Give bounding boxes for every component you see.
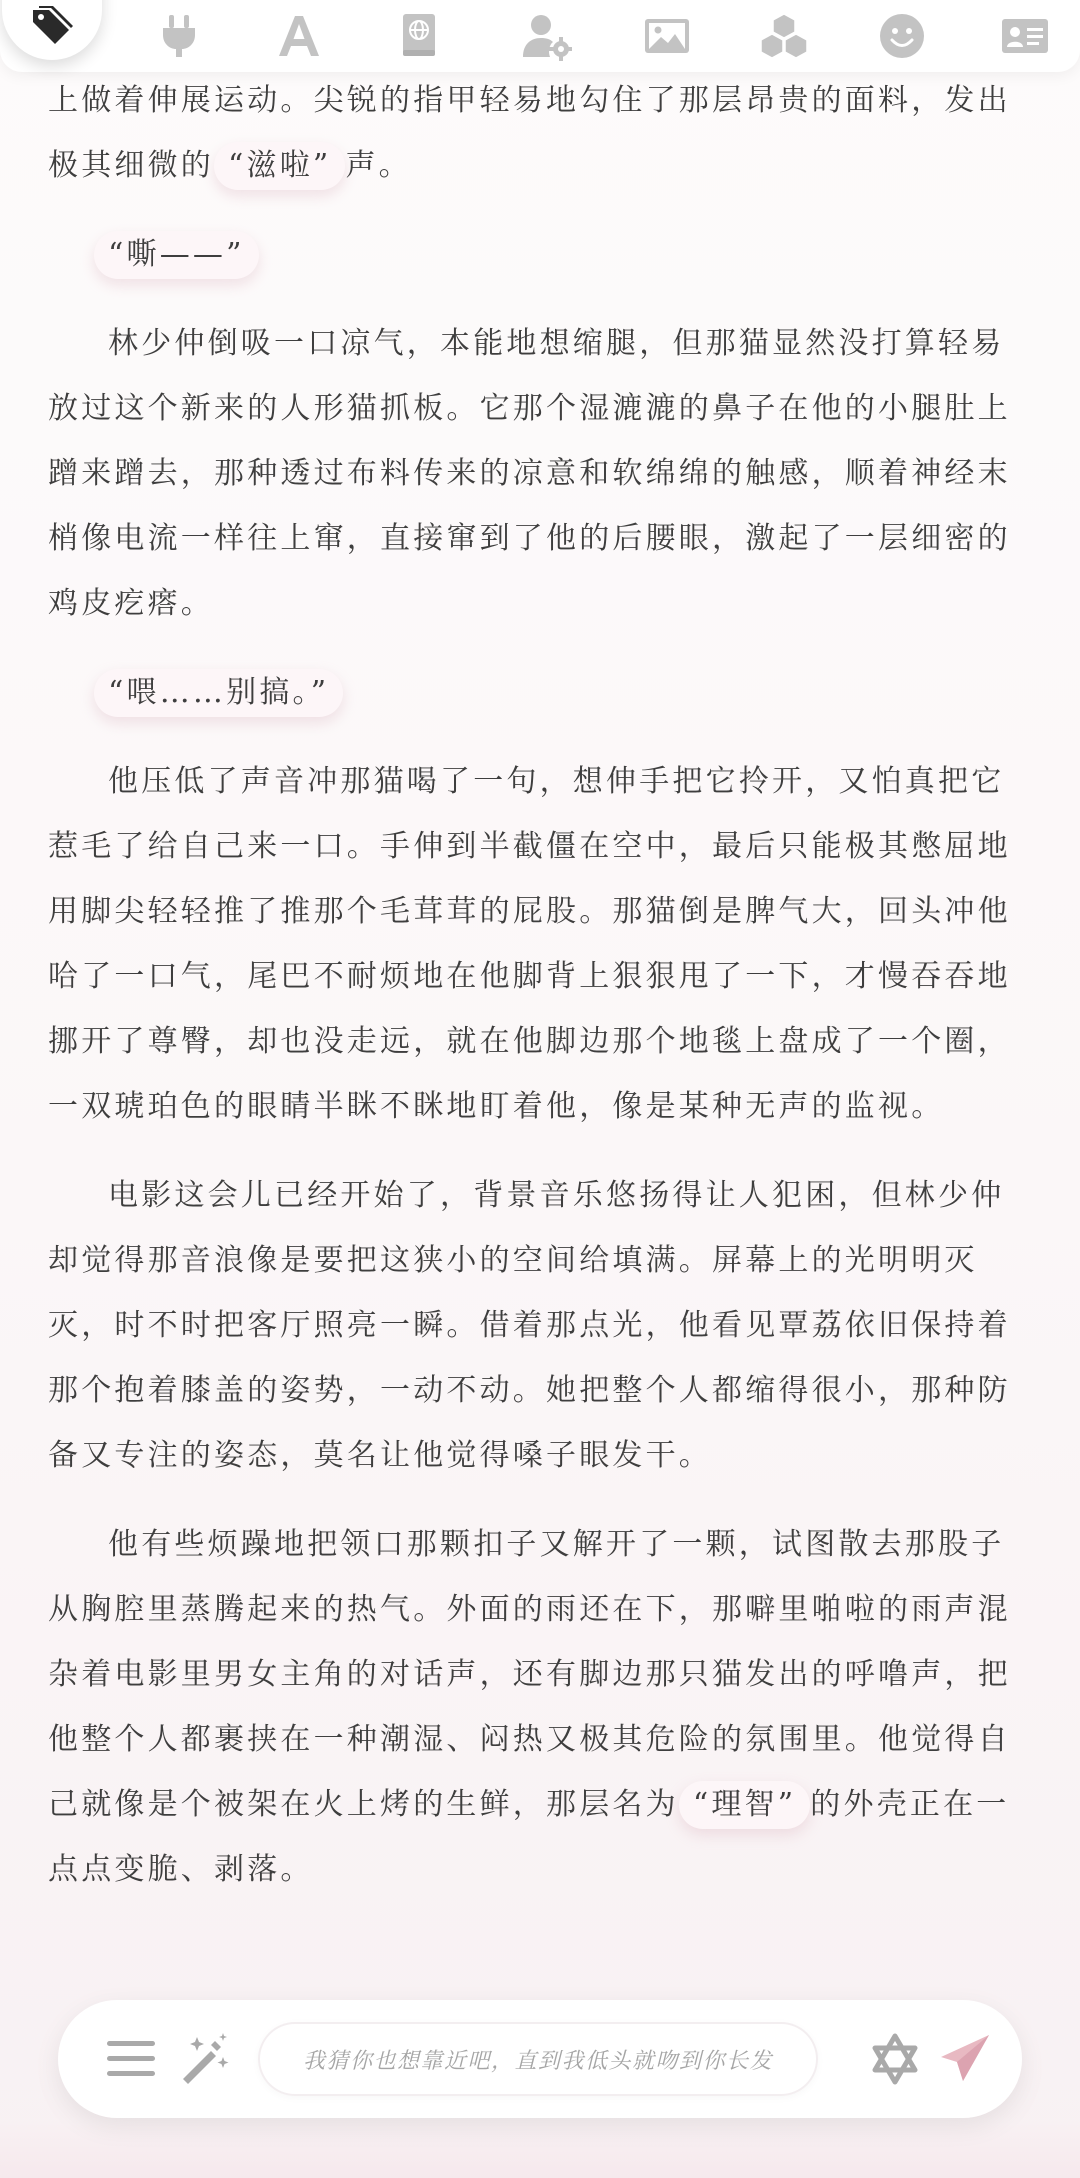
menu-button[interactable] bbox=[96, 2024, 166, 2094]
story-paragraph: 林少仲倒吸一口凉气，本能地想缩腿，但那猫显然没打算轻易放过这个新来的人形猫抓板。它那个湿漉漉的鼻子在他的小腿肚上蹭来蹭去，那种透过布料传来的凉意和软绵绵的触感，顺着神经末梢像电流一样往上窜，直接窜到了他的后腰眼，激起了一层细密的鸡皮疙瘩。 bbox=[48, 326, 1011, 621]
story-content bbox=[48, 68, 1018, 1926]
menu-icon bbox=[103, 2031, 159, 2087]
story-paragraph: 他有些烦躁地把领口那颗扣子又解开了一颗，试图散去那股子从胸腔里蒸腾起来的热气。外面的雨还在下，那噼里啪啦的雨声混杂着电影里男女主角的对话声，还有脚边那只猫发出的呼噜声，把他整个人都裹挟在一种潮湿、闷热又极其危险的氛围里。他觉得自己就像是个被架在火上烤的生鲜，那层名为 “理智” 的外壳正在一点点变脆、剥落。 bbox=[48, 1527, 1011, 1887]
image-icon[interactable] bbox=[636, 8, 698, 64]
magic-wand-icon bbox=[177, 2031, 233, 2087]
smile-icon[interactable] bbox=[871, 8, 933, 64]
magic-wand-button[interactable] bbox=[170, 2024, 240, 2094]
user-settings-icon[interactable] bbox=[516, 8, 578, 64]
chat-input-bar bbox=[58, 2000, 1022, 2118]
dialogue-line bbox=[48, 222, 1018, 287]
bottom-fade bbox=[0, 2120, 1080, 2178]
star-of-david-icon bbox=[867, 2031, 923, 2087]
dialogue-bubble: “嘶——” bbox=[94, 231, 259, 279]
prompt-input[interactable]: 我猜你也想靠近吧，直到我低头就吻到你长发 bbox=[258, 2022, 818, 2096]
send-button[interactable] bbox=[930, 2024, 1000, 2094]
book-globe-icon[interactable] bbox=[388, 8, 450, 64]
tag-icon bbox=[29, 4, 75, 50]
highlighted-quote: “理智” bbox=[679, 1781, 810, 1829]
persona-button[interactable] bbox=[860, 2024, 930, 2094]
dialogue-line bbox=[48, 660, 1018, 725]
highlighted-quote: “滋啦” bbox=[214, 142, 345, 190]
send-icon bbox=[937, 2031, 993, 2087]
id-card-icon[interactable] bbox=[994, 8, 1056, 64]
font-icon[interactable] bbox=[268, 8, 330, 64]
story-paragraph: 上做着伸展运动。尖锐的指甲轻易地勾住了那层昂贵的面料，发出极其细微的 “滋啦” 声。 bbox=[48, 68, 1018, 198]
story-paragraph: 电影这会儿已经开始了，背景音乐悠扬得让人犯困，但林少仲却觉得那音浪像是要把这狭小的空间给填满。屏幕上的光明明灭灭，时不时把客厅照亮一瞬。借着那点光，他看见覃荔依旧保持着那个抱着膝盖的姿势，一动不动。她把整个人都缩得很小，那种防备又专注的姿态，莫名让他觉得嗓子眼发干。 bbox=[48, 1178, 1011, 1473]
dialogue-bubble: “喂……别搞。” bbox=[94, 669, 343, 717]
story-paragraph: 他压低了声音冲那猫喝了一句，想伸手把它拎开，又怕真把它惹毛了给自己来一口。手伸到半截僵在空中，最后只能极其憋屈地用脚尖轻轻推了推那个毛茸茸的屁股。那猫倒是脾气大，回头冲他哈了一口气，尾巴不耐烦地在他脚背上狠狠甩了一下，才慢吞吞地挪开了尊臀，却也没走远，就在他脚边那个地毯上盘成了一个圈，一双琥珀色的眼睛半眯不眯地盯着他，像是某种无声的监视。 bbox=[48, 764, 1011, 1124]
top-toolbar bbox=[0, 0, 1080, 72]
cubes-icon[interactable] bbox=[753, 8, 815, 64]
plug-icon[interactable] bbox=[148, 8, 210, 64]
